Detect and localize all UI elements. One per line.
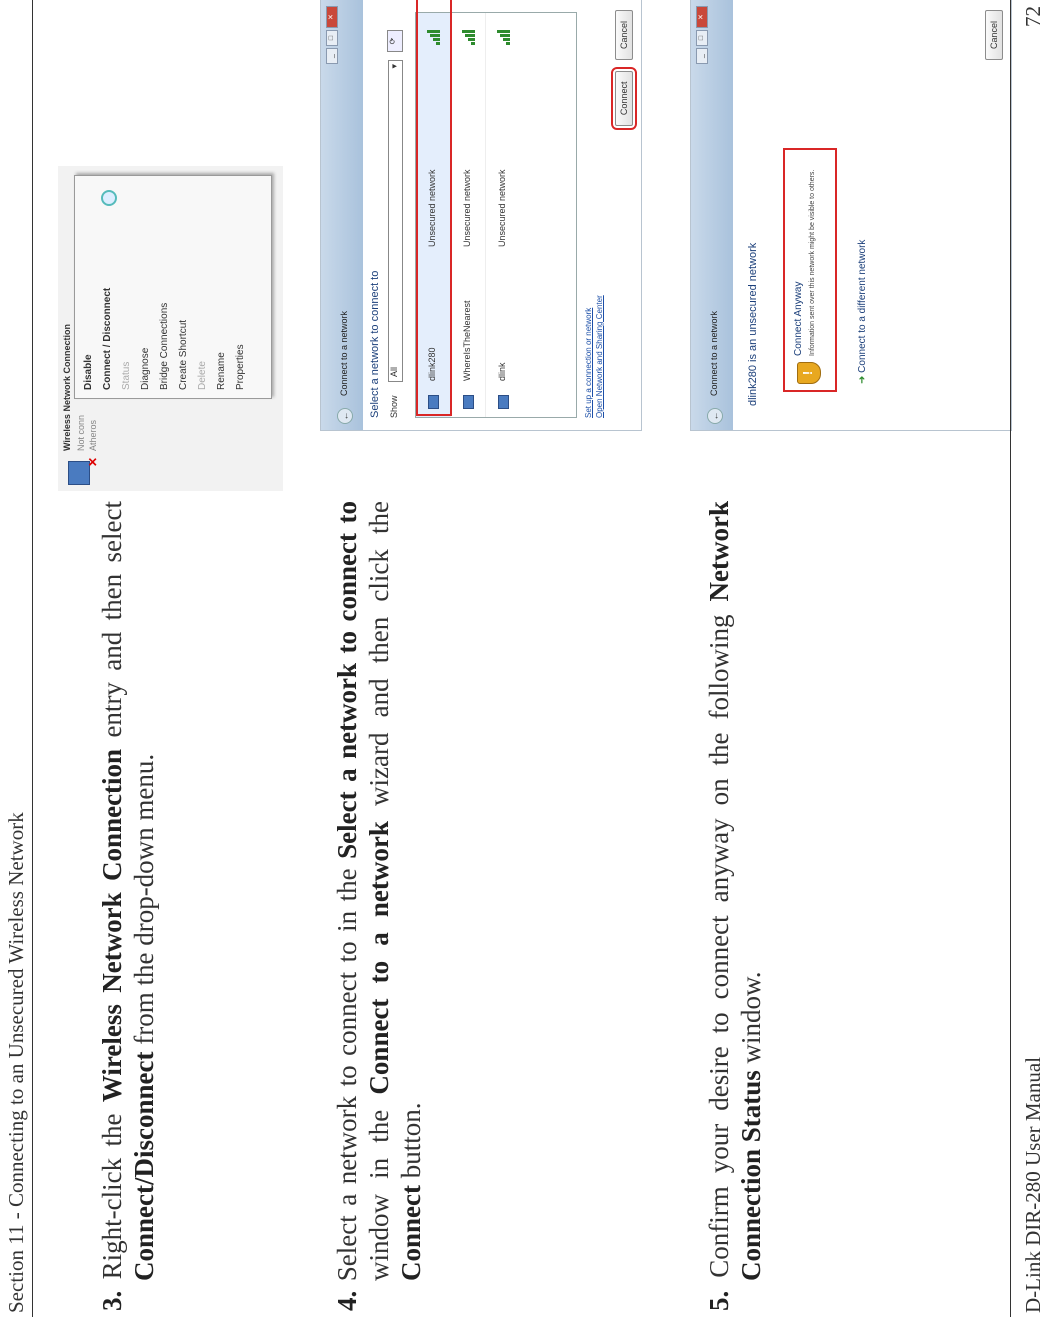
- step-text: entry and then select: [97, 501, 127, 749]
- network-status: Unsecured network: [462, 169, 472, 247]
- connect-different-option[interactable]: [857, 240, 868, 384]
- network-status: Unsecured network: [427, 169, 437, 247]
- context-menu: [74, 175, 272, 399]
- network-row-dlink[interactable]: [486, 13, 520, 417]
- network-name: dlink: [497, 362, 507, 381]
- minimize-icon[interactable]: _: [326, 48, 338, 64]
- menu-item-connect-disconnect[interactable]: [98, 176, 117, 390]
- select-network-window: [320, 0, 642, 431]
- network-list: [415, 12, 577, 418]
- connect-button[interactable]: Connect: [615, 71, 633, 127]
- context-menu-screenshot: [58, 166, 283, 491]
- option-description: Information sent over this network might be visible to others.: [809, 169, 816, 356]
- arrow-right-icon: ➜: [857, 375, 868, 384]
- option-title: Connect Anyway: [793, 281, 804, 356]
- window-controls: [695, 6, 708, 66]
- menu-item-disable[interactable]: Disable: [83, 354, 94, 390]
- shield-icon: [101, 190, 117, 206]
- window-titlebar: [321, 0, 363, 430]
- section-title: Section 11 - Connecting to an Unsecured Wireless Network: [4, 812, 28, 1313]
- step-text: from the drop-down menu.: [129, 753, 159, 1052]
- step-text: window.: [736, 971, 766, 1071]
- window-controls: [325, 6, 338, 66]
- step-text: window in the: [364, 1094, 394, 1281]
- close-icon[interactable]: ✕: [696, 6, 708, 28]
- adapter-name: Atheros: [88, 419, 98, 451]
- step-text: button.: [396, 1102, 426, 1185]
- network-icon: [461, 393, 475, 409]
- wizard-buttons: [615, 10, 633, 126]
- maximize-icon[interactable]: □: [326, 30, 338, 46]
- step-number: 5.: [704, 1290, 734, 1311]
- confirm-network-window: [690, 0, 1012, 431]
- wizard-buttons: [985, 10, 1003, 60]
- step-number: 3.: [97, 1290, 127, 1311]
- network-status: Unsecured network: [497, 169, 507, 247]
- menu-item-create-shortcut[interactable]: Create Shortcut: [178, 319, 189, 390]
- wizard-heading: Select a network to connect to: [369, 270, 381, 418]
- maximize-icon[interactable]: □: [696, 30, 708, 46]
- step-bold: Connect: [396, 1185, 426, 1281]
- network-icon: [496, 393, 510, 409]
- wizard-links: [583, 0, 605, 430]
- step-bold: Network Connection Status: [704, 500, 766, 1281]
- menu-item-rename[interactable]: Rename: [216, 352, 227, 390]
- show-label: Show: [389, 395, 399, 418]
- step-text: Right-click the: [97, 1102, 127, 1280]
- step-5: [703, 501, 767, 1311]
- show-dropdown[interactable]: [388, 60, 403, 382]
- signal-strength-icon: [496, 25, 510, 45]
- step-3: [96, 501, 160, 1311]
- setup-connection-link[interactable]: Set up a connection or network: [584, 307, 593, 418]
- page-number: 72: [1021, 6, 1045, 27]
- page-footer: [1010, 0, 1048, 1317]
- show-value: All: [389, 366, 399, 377]
- step-bold: Wireless Network Connection: [97, 748, 127, 1103]
- option-title: Connect to a different network: [857, 239, 868, 373]
- step-number: 4.: [332, 1290, 362, 1311]
- network-row-wheresthenearest[interactable]: [451, 13, 486, 417]
- adapter-status: Not conn: [76, 414, 86, 451]
- step-bold: Connect to a network: [364, 821, 394, 1095]
- close-icon[interactable]: ✕: [326, 6, 338, 28]
- wizard-heading: dlink280 is an unsecured network: [747, 242, 759, 406]
- step-bold: Select a network to connect to: [332, 500, 362, 859]
- window-title: Connect to a network: [339, 310, 349, 396]
- connect-anyway-option[interactable]: [783, 148, 837, 392]
- menu-item-bridge-connections[interactable]: Bridge Connections: [159, 302, 170, 390]
- step-4: [331, 501, 427, 1311]
- signal-strength-icon: [461, 25, 475, 45]
- cancel-button[interactable]: Cancel: [615, 10, 633, 60]
- network-adapter-icon: ✕: [62, 455, 104, 485]
- minimize-icon[interactable]: _: [696, 48, 708, 64]
- back-arrow-icon[interactable]: ←: [707, 408, 723, 424]
- menu-item-label: Connect / Disconnect: [102, 287, 113, 390]
- network-sharing-center-link[interactable]: Open Network and Sharing Center: [595, 295, 604, 418]
- step-text: wizard and then click the: [364, 501, 394, 822]
- step-bold: Connect/Disconnect: [129, 1051, 159, 1281]
- window-titlebar: [691, 0, 733, 430]
- step-text: Confirm your desire to connect anyway on the following: [704, 601, 734, 1278]
- window-title: Connect to a network: [709, 310, 719, 396]
- back-arrow-icon[interactable]: ←: [337, 408, 353, 424]
- menu-item-properties[interactable]: Properties: [235, 344, 246, 390]
- refresh-button[interactable]: ⟳: [387, 30, 403, 52]
- page-header: [0, 0, 33, 1317]
- selection-highlight: [416, 0, 452, 416]
- network-name: dlink280: [427, 347, 437, 381]
- warning-shield-icon: !: [797, 362, 821, 384]
- manual-title: D-Link DIR-280 User Manual: [1021, 1056, 1045, 1313]
- show-filter: [387, 0, 409, 430]
- cancel-button[interactable]: Cancel: [985, 10, 1003, 60]
- menu-item-delete[interactable]: Delete: [197, 361, 208, 390]
- menu-item-diagnose[interactable]: Diagnose: [140, 347, 151, 390]
- chevron-down-icon: ▾: [389, 64, 399, 69]
- context-menu-header: Wireless Network Connection: [62, 324, 72, 451]
- step-text: Select a network to connect to in the: [332, 858, 362, 1282]
- network-name: WhereIsTheNearest: [462, 300, 472, 381]
- menu-item-status[interactable]: Status: [121, 361, 132, 390]
